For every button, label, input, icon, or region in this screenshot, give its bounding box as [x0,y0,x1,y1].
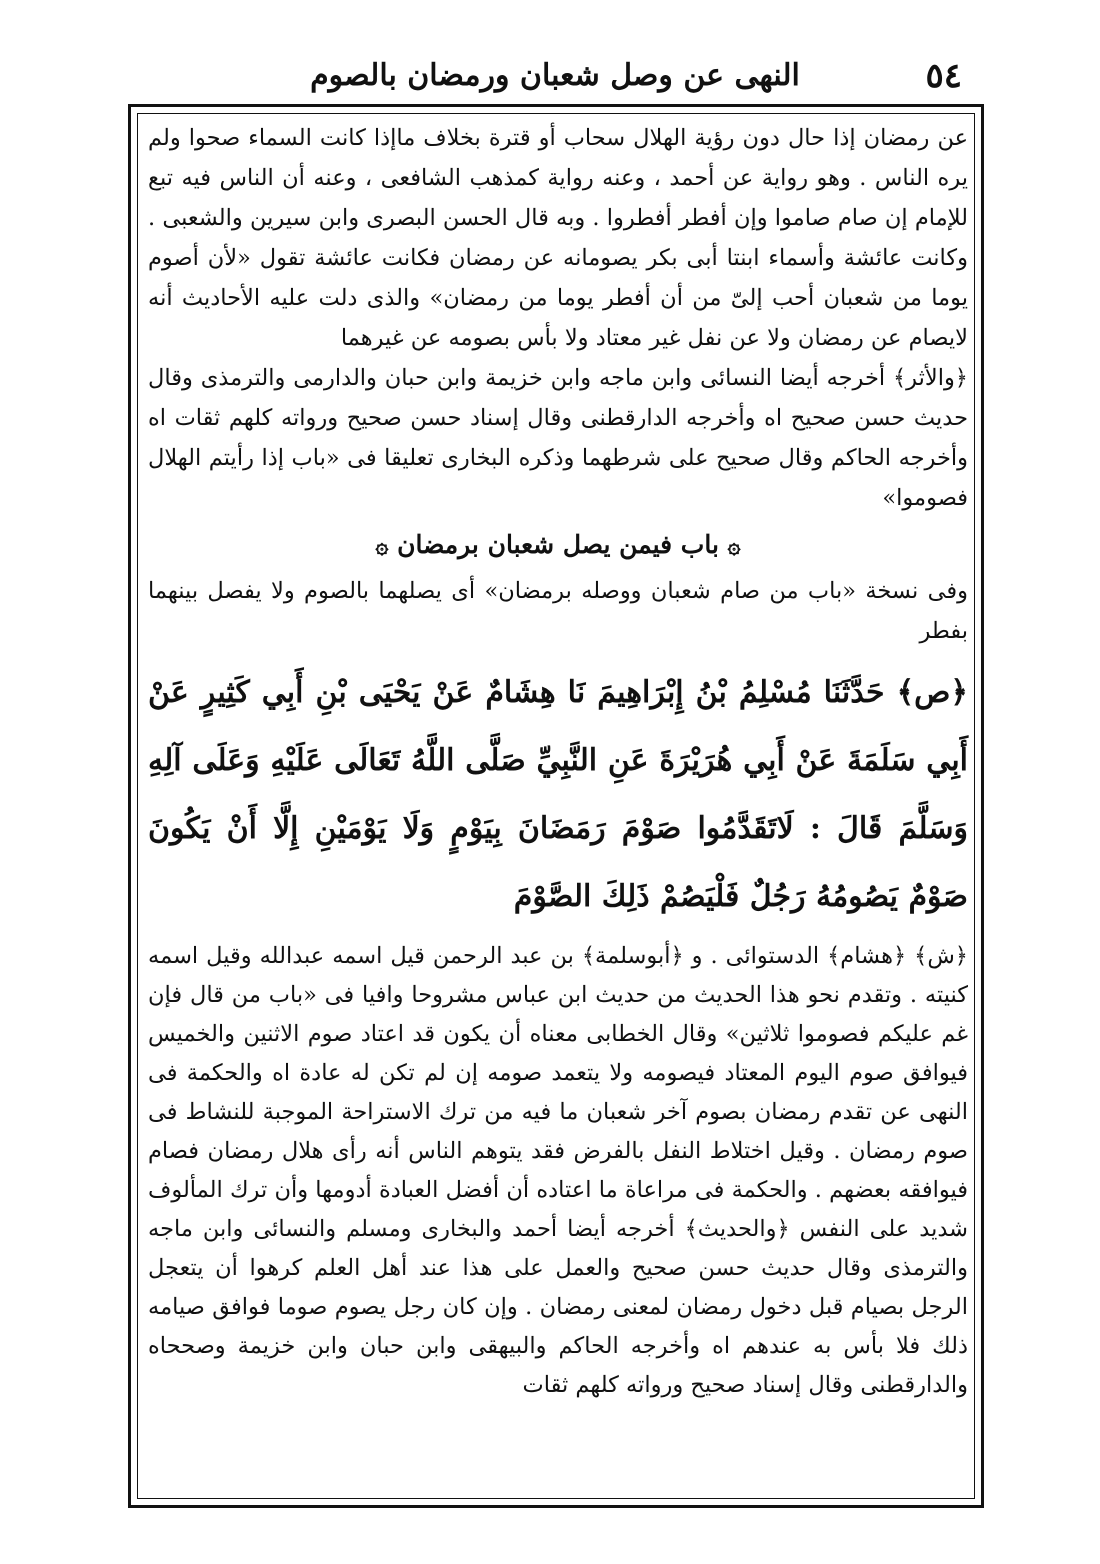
page-header [130,52,980,102]
paragraph-athar-sources: ﴿والأثر﴾ أخرجه أيضا النسائى وابن ماجه وابن خزيمة وابن حبان والدارمى والترمذى وقال حديث حسن صحيح اه وأخرجه الدارقطنى وقال إسناد حسن صحيح ورواته كلهم ثقات اه وأخرجه الحاكم وقال صحيح على شرطهما وذكره البخارى تعليقا فى «باب إذا رأيتم الهلال فصوموا» [148,365,968,511]
ornament-icon: ۞ [375,533,389,559]
page-number: ٥٤ [925,56,962,96]
paragraph-commentary-1: عن رمضان إذا حال دون رؤية الهلال سحاب أو قترة بخلاف ماإذا كانت السماء صحوا ولم يره الناس . وهو رواية عن أحمد ، وعنه رواية كمذهب الشافعى ، وعنه أن الناس فيه تبع للإمام إن صام صاموا وإن أفطر أفطروا . وبه قال الحسن البصرى وابن سيرين والشعبى . وكانت عائشة وأسماء ابنتا أبى بكر يصومانه عن رمضان فكانت عائشة تقول «لأن أصوم يوما من شعبان أحب إلىّ من أن أفطر يوما من رمضان» والذى دلت عليه الأحاديث أنه لايصام عن رمضان ولا عن نفل غير معتاد ولا بأس بصومه عن غيرهما [148,125,968,351]
page-body [148,118,968,1498]
paragraph-manuscript-note: وفى نسخة «باب من صام شعبان ووصله برمضان» أى يصلهما بالصوم ولا يفصل بينهما بفطر [148,578,968,644]
hadith-text: ﴿ص﴾ حَدَّثَنَا مُسْلِمُ بْنُ إِبْرَاهِيمَ نَا هِشَامٌ عَنْ يَحْيَى بْنِ أَبِي كَثِيرٍ عَنْ أَبِي سَلَمَةَ عَنْ أَبِي هُرَيْرَةَ عَنِ النَّبِيِّ صَلَّى اللَّهُ تَعَالَى عَلَيْهِ وَعَلَى آلِهِ وَسَلَّمَ قَالَ : لَاتَقَدَّمُوا صَوْمَ رَمَضَانَ بِيَوْمٍ وَلَا يَوْمَيْنِ إِلَّا أَنْ يَكُونَ صَوْمٌ يَصُومُهُ رَجُلٌ فَلْيَصُمْ ذَلِكَ الصَّوْمَ [148,675,968,914]
chapter-title: باب فيمن يصل شعبان برمضان [397,530,719,559]
ornament-icon: ۞ [727,533,741,559]
running-title: النهى عن وصل شعبان ورمضان بالصوم [310,58,800,93]
chapter-heading [148,524,968,567]
paragraph-commentary-2: ﴿ش﴾ ﴿هشام﴾ الدستوائى . و ﴿أبوسلمة﴾ بن عبد الرحمن قيل اسمه عبدالله وقيل اسمه كنيته . وتقدم نحو هذا الحديث من حديث ابن عباس مشروحا وافيا فى «باب من قال فإن غم عليكم فصوموا ثلاثين» وقال الخطابى معناه أن يكون قد اعتاد صوم الاثنين والخميس فيوافق صوم اليوم المعتاد فيصومه ولا يتعمد صومه إن لم تكن له عادة اه والحكمة فى النهى عن تقدم رمضان بصوم آخر شعبان ما فيه من ترك الاستراحة الموجبة للنشاط فى صوم رمضان . وقيل اختلاط النفل بالفرض فقد يتوهم الناس أنه رأى هلال رمضان فصام فيوافقه بعضهم . والحكمة فى مراعاة ما اعتاده أن أفضل العبادة أدومها وأن ترك المألوف شديد على النفس ﴿والحديث﴾ أخرجه أيضا أحمد والبخارى ومسلم والنسائى وابن ماجه والترمذى وقال حديث حسن صحيح والعمل على هذا عند أهل العلم كرهوا أن يتعجل الرجل بصيام قبل دخول رمضان لمعنى رمضان . وإن كان رجل يصوم صوما فوافق صيامه ذلك فلا بأس به عندهم اه وأخرجه الحاكم والبيهقى وابن حبان وابن خزيمة وصححاه والدارقطنى وقال إسناد صحيح ورواته كلهم ثقات [148,943,968,1398]
